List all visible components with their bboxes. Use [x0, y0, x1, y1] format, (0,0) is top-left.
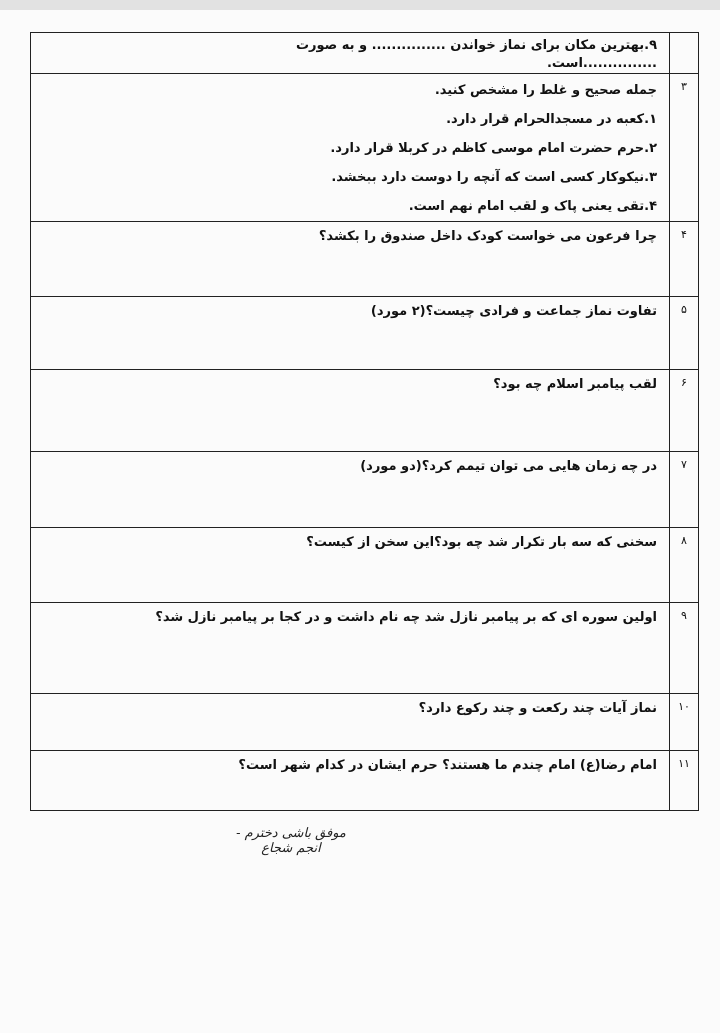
question-text: اولین سوره ای که بر پیامبر نازل شد چه نام داشت و در کجا بر پیامبر نازل شد؟	[31, 603, 670, 694]
question-number: ۳	[670, 74, 699, 222]
question-row	[31, 74, 699, 222]
question-text: تفاوت نماز جماعت و فرادی چیست؟(۲ مورد)	[31, 297, 670, 370]
question-number: ۸	[670, 528, 699, 603]
question-line: ...............است.	[546, 56, 657, 71]
statement-item: ۳.نیکوکار کسی است که آنچه را دوست دارد ببخشد.	[331, 170, 657, 185]
question-row	[31, 370, 699, 452]
question-text	[31, 74, 670, 222]
statement-item: ۲.حرم حضرت امام موسی کاظم در کربلا قرار دارد.	[330, 141, 657, 156]
question-text: امام رضا(ع) امام چندم ما هستند؟ حرم ایشان در کدام شهر است؟	[31, 751, 670, 811]
exam-table	[30, 32, 699, 811]
question-number: ۶	[670, 370, 699, 452]
question-row	[31, 452, 699, 528]
question-number	[670, 33, 699, 74]
question-text: چرا فرعون می خواست کودک داخل صندوق را بکشد؟	[31, 222, 670, 297]
question-number: ۹	[670, 603, 699, 694]
question-number: ۴	[670, 222, 699, 297]
question-title: جمله صحیح و غلط را مشخص کنید.	[434, 83, 657, 98]
question-row	[31, 603, 699, 694]
question-text: در چه زمان هایی می توان تیمم کرد؟(دو مورد)	[31, 452, 670, 528]
question-line: ۹.بهترین مکان برای نماز خواندن ............... و به صورت	[295, 38, 657, 53]
question-row	[31, 33, 699, 74]
question-text	[31, 33, 670, 74]
question-text: سخنی که سه بار تکرار شد چه بود؟این سخن از کیست؟	[31, 528, 670, 603]
statement-item: ۴.تقی یعنی پاک و لقب امام نهم است.	[408, 199, 657, 214]
question-row	[31, 222, 699, 297]
question-text: نماز آیات چند رکعت و چند رکوع دارد؟	[31, 694, 670, 751]
question-number: ۱۰	[670, 694, 699, 751]
statement-item: ۱.کعبه در مسجدالحرام قرار دارد.	[446, 112, 657, 127]
question-number: ۷	[670, 452, 699, 528]
question-text: لقب پیامبر اسلام چه بود؟	[31, 370, 670, 452]
question-row	[31, 528, 699, 603]
question-row	[31, 751, 699, 811]
question-number: ۱۱	[670, 751, 699, 811]
question-row	[31, 694, 699, 751]
question-row	[31, 297, 699, 370]
question-number: ۵	[670, 297, 699, 370]
signature: موفق باشی دخترم - انجم شجاع	[236, 826, 346, 856]
